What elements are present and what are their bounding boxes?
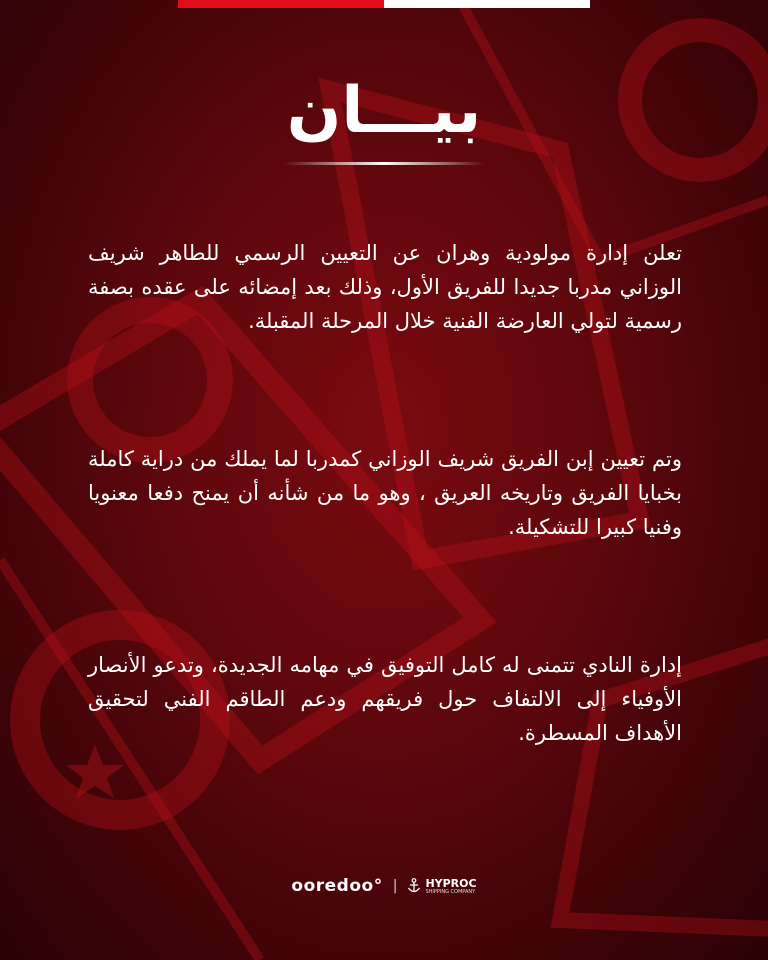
- paragraph-3: إدارة النادي تتمنى له كامل التوفيق في مهامه الجديدة، وتدعو الأنصار الأوفياء إلى الالتفاف حول فريقهم ودعم الطاقم الفني لتحقيق الأهداف المسطرة.: [88, 653, 682, 745]
- hyproc-name: HYPROC: [425, 876, 477, 890]
- footer-separator: |: [392, 878, 398, 894]
- hyproc-logo: [407, 878, 476, 895]
- hyproc-subtitle: SHIPPING COMPANY: [425, 888, 476, 895]
- ooredoo-logo: ooredoo°: [291, 876, 383, 896]
- anchor-icon: [407, 878, 421, 894]
- title-underline: [284, 162, 484, 165]
- page-title: بيـــان: [286, 74, 482, 148]
- paragraph-1: تعلن إدارة مولودية وهران عن التعيين الرسمي للطاهر شريف الوزاني مدربا جديدا للفريق الأول، وذلك بعد إمضائه على عقده بصفة رسمية لتولي العارضة الفنية خلال المرحلة المقبلة.: [88, 241, 682, 333]
- top-bar-white: [384, 0, 590, 8]
- top-accent-bar: [178, 0, 590, 8]
- top-bar-red: [178, 0, 384, 8]
- sponsor-footer: [0, 876, 768, 896]
- paragraph-2: وتم تعيين إبن الفريق شريف الوزاني كمدربا لما يملك من دراية كاملة بخبايا الفريق وتاريخه العريق ، وهو ما من شأنه أن يمنح دفعا معنويا وفنيا كبيرا للتشكيلة.: [88, 447, 682, 539]
